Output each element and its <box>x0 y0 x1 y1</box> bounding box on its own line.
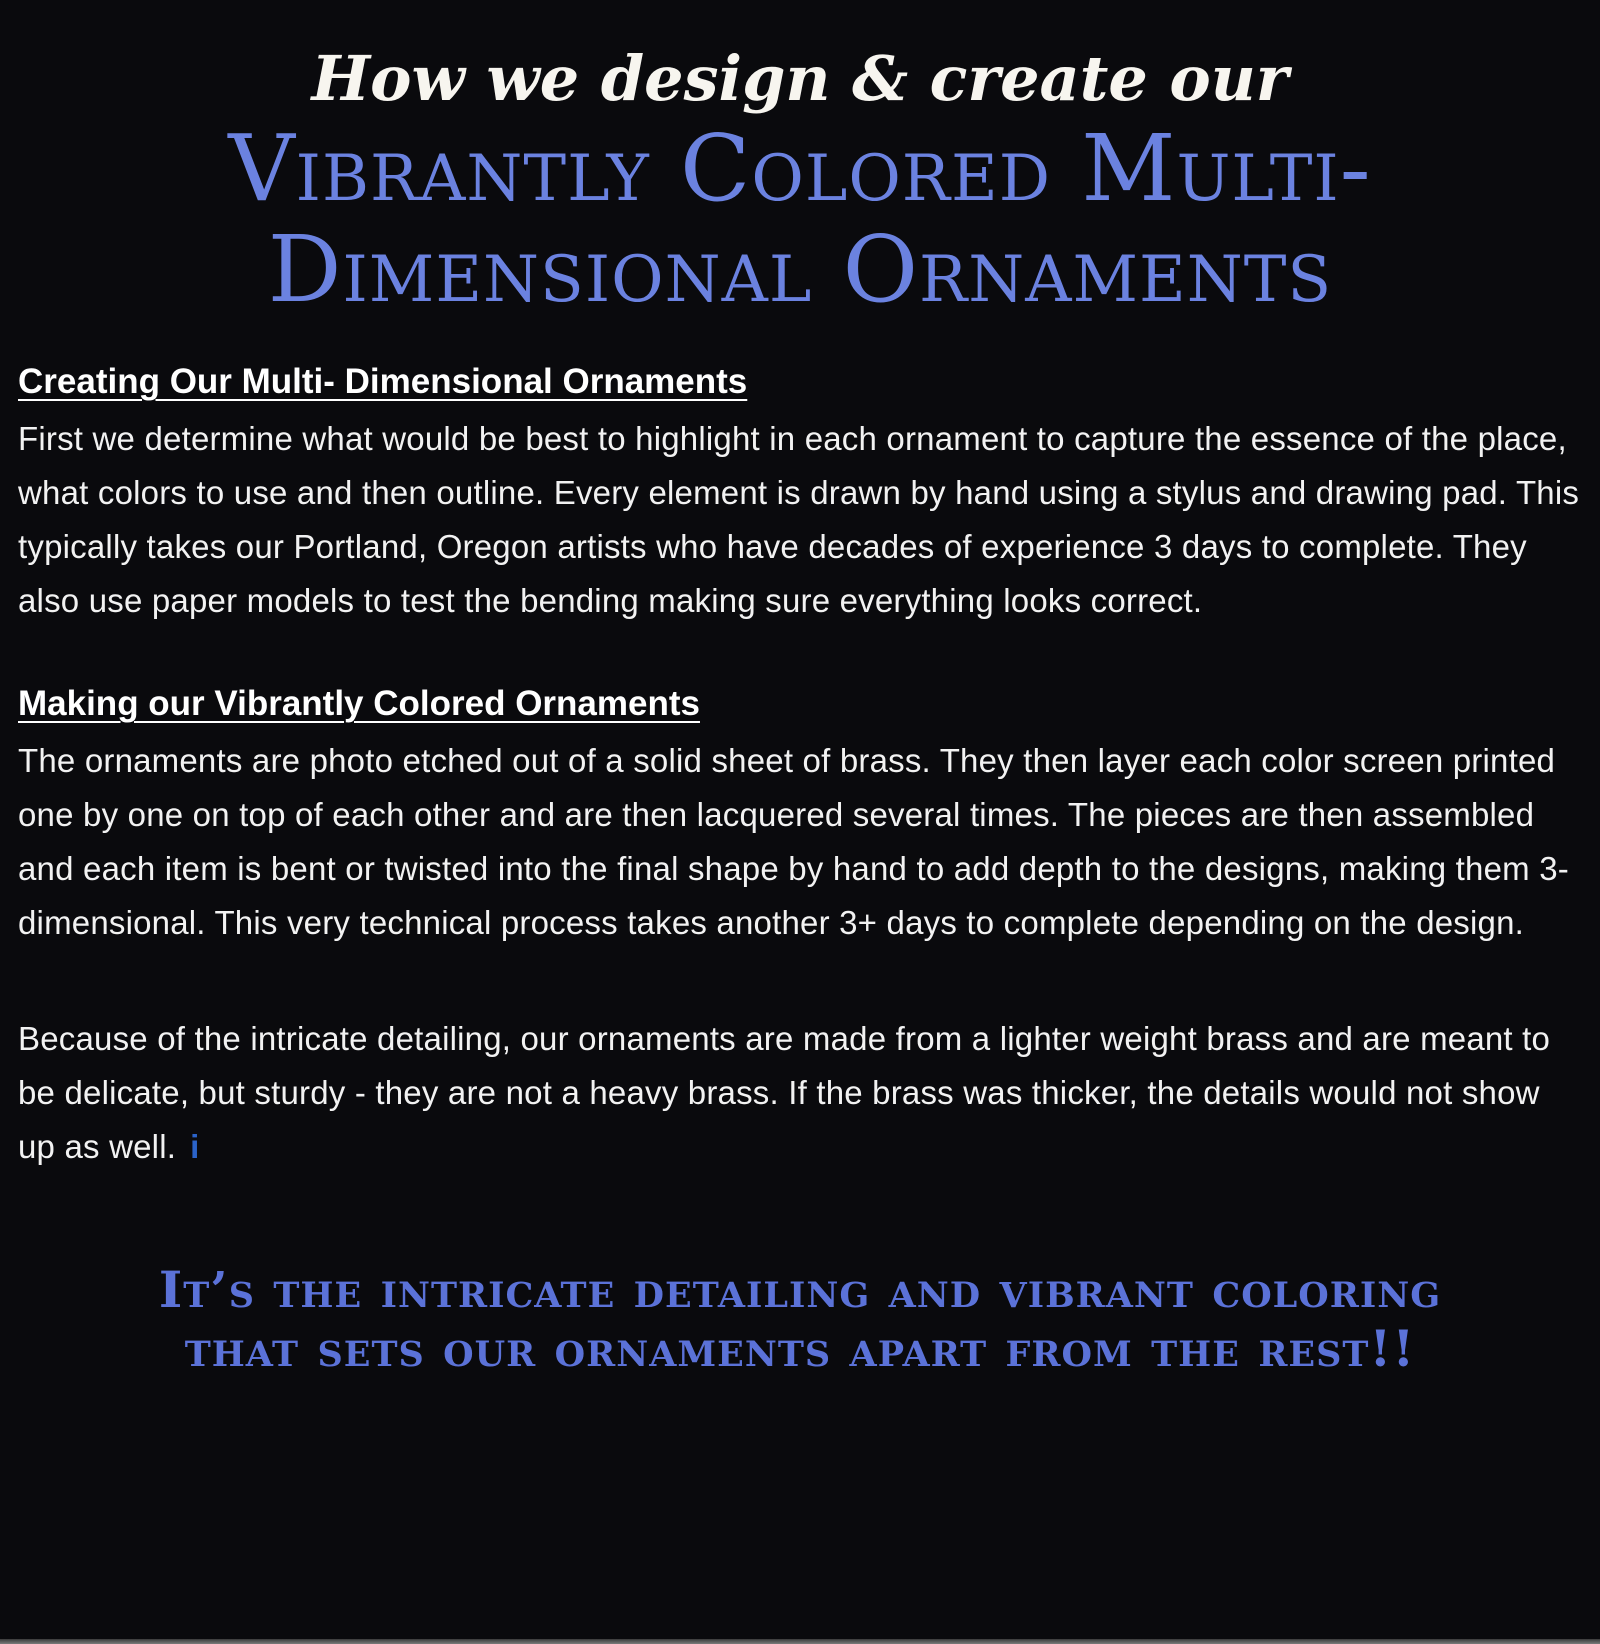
paragraph-creating: First we determine what would be best to highlight in each ornament to capture the essence of the place, what colors to use and then outline. Every element is drawn by hand using a stylus and drawing pad. This typically takes our Portland, Oregon artists who have decades of experience 3 days to complete. They also use paper models to test the bending making sure everything looks correct. <box>18 420 1580 619</box>
section-heading-making: Making our Vibrantly Colored Ornaments <box>18 684 700 723</box>
paragraph-making: The ornaments are photo etched out of a solid sheet of brass. They then layer each color screen printed one by one on top of each other and are then lacquered several times. The pieces are then assembled and each item is bent or twisted into the final shape by hand to add depth to the designs, making them 3- dimensional. This very technical process takes another 3+ days to complete depending on the design. <box>18 742 1569 941</box>
info-marker-icon: i <box>190 1128 200 1165</box>
section-heading-creating: Creating Our Multi- Dimensional Ornaments <box>18 362 748 401</box>
body-content <box>0 362 1600 1174</box>
tagline-line-1: It’s the intricate detailing and vibrant coloring <box>158 1260 1442 1319</box>
main-title-line-2: Dimensional Ornaments <box>267 216 1333 323</box>
paragraph-weight-note-text: Because of the intricate detailing, our ornaments are made from a lighter weight brass and are meant to be delicate, but sturdy - they are not a heavy brass. If the brass was thicker, the details would not show up as well. <box>18 1020 1551 1165</box>
paragraph-weight-note <box>18 1012 1582 1174</box>
tagline-line-2: that sets our ornaments apart from the rest!! <box>184 1319 1416 1378</box>
tagline <box>0 1260 1600 1378</box>
main-title-line-1: Vibrantly Colored Multi- <box>228 115 1372 222</box>
main-title <box>0 115 1600 323</box>
ornament-info-flyer <box>0 44 1600 1644</box>
script-intro-heading: How we design & create our <box>311 42 1289 115</box>
bottom-edge-strip <box>0 1639 1600 1644</box>
